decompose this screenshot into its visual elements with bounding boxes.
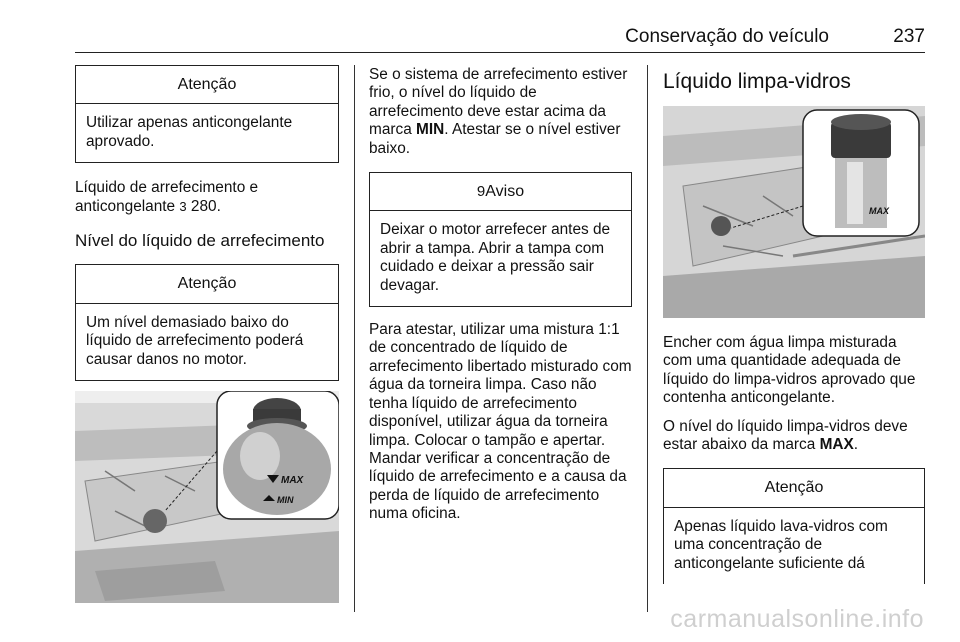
caution-box-body: Apenas líquido lava-vidros com uma concentração de anticongelante suficiente dá [674,517,888,572]
column-1 [75,65,339,603]
warning-box [369,172,632,307]
page-header [75,26,925,52]
watermark: carmanualsonline.info [670,605,924,633]
warning-box-heading [370,173,631,211]
caution-box-washer [663,468,925,584]
washer-level-text-end: . [853,436,859,454]
coolant-level-paragraph [369,66,632,158]
warning-heading-text: Aviso [485,183,525,201]
washer-fill-paragraph: Encher com água limpa misturada com uma quantidade adequada de líquido do limpa-vidros aprovado que contenha anticongelante. [663,334,916,407]
caution-box-heading: Atenção [76,66,338,104]
caution-box-heading: Atenção [664,469,924,507]
min-mark-text: MIN [416,121,445,139]
max-mark-text: MAX [819,436,854,454]
page-header-title: Conservação do veículo [625,26,829,47]
coolant-level-text-end: . Atestar se o nível estiver baixo. [369,121,621,157]
washer-level-text: O nível do líquido limpa-vidros deve estar abaixo da marca [663,417,908,454]
caution-box-heading: Atenção [76,265,338,303]
page-ref-triangle-icon: 3 [179,198,187,214]
max-mark-label: MAX [281,475,304,487]
washer-level-paragraph [663,418,925,455]
section-title-coolant-level: Nível do líquido de arrefecimento [75,231,325,251]
coolant-level-text: Se o sistema de arrefecimento estiver frio, o nível do líquido de arrefecimento deve estar acima da marca [369,66,628,139]
section-title-washer-fluid: Líquido limpa-vidros [663,70,851,93]
caution-box-low-level [75,264,339,381]
max-mark-label: MAX [869,206,889,216]
column-3 [663,66,925,584]
column-divider-1 [354,65,355,612]
header-rule [75,52,925,53]
page-ref-link[interactable]: 280. [190,197,221,215]
refill-instructions-paragraph: Para atestar, utilizar uma mistura 1:1 de concentrado de líquido de arrefecimento libertado misturado com água da torneira limpa. Caso não tenha líquido de arrefecimento disponível, utilizar água da torneira limpa. Colocar o tampão e apertar. Mandar verificar a concentração de líquido de arrefecimento e a causa da perda de líquido de arrefecimento numa oficina. [369,321,632,523]
warning-triangle-icon: 9 [476,183,486,201]
caution-box-body: Utilizar apenas anticongelante aprovado. [86,114,293,150]
caution-box-antifreeze [75,65,339,163]
coolant-reference-paragraph [75,179,339,216]
warning-box-body: Deixar o motor arrefecer antes de abrir a tampa. Abrir a tampa com cuidado e deixar a pressão sair devagar. [380,221,611,294]
column-divider-2 [647,65,648,612]
washer-fluid-illustration [663,106,925,318]
column-2 [369,66,632,524]
min-mark-label: MIN [277,495,294,506]
page-number: 237 [893,26,925,47]
coolant-reference-text: Líquido de arrefecimento e anticongelante [75,179,259,215]
caution-box-body: Um nível demasiado baixo do líquido de arrefecimento poderá causar danos no motor. [86,313,304,368]
coolant-reservoir-illustration [75,391,339,603]
